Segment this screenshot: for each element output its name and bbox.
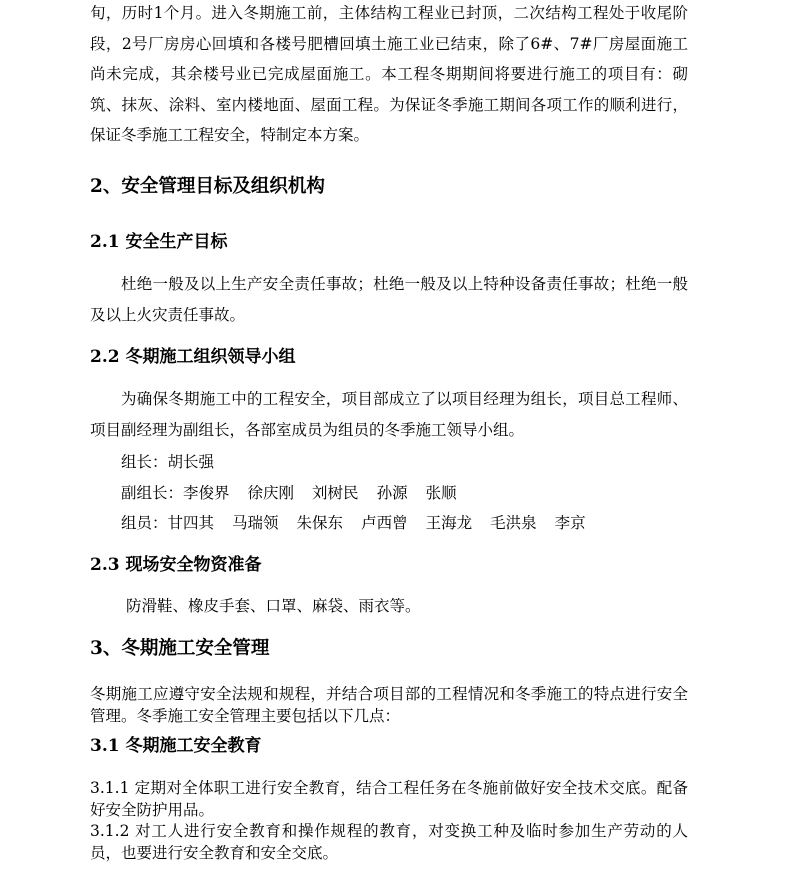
section-2-1-body: 杜绝一般及以上生产安全责任事故；杜绝一般及以上特种设备责任事故；杜绝一般及以上火灾责任事故。 [90, 275, 688, 324]
section-3-1-2-item: 3.1.2 对工人进行安全教育和操作规程的教育，对变换工种及临时参加生产劳动的人员，也要进行安全教育和安全交底。 [90, 822, 688, 862]
members-line [121, 511, 586, 535]
section-2-2-heading: 2.2 冬期施工组织领导小组 [90, 347, 296, 367]
section-2-heading: 2、安全管理目标及组织机构 [90, 176, 325, 197]
member-name: 朱保东 [296, 514, 344, 532]
deputy-name: 孙源 [376, 484, 408, 502]
section-3-heading: 3、冬期施工安全管理 [90, 638, 270, 659]
member-name: 马瑞领 [232, 514, 279, 532]
section-3-1-1-item: 3.1.1 定期对全体职工进行安全教育，结合工程任务在冬施前做好安全技术交底。配备好安全防护用品。 [90, 779, 688, 819]
section-2-3-heading: 2.3 现场安全物资准备 [90, 555, 262, 575]
deputy-name: 张顺 [425, 484, 457, 502]
member-label: 组员： [121, 514, 168, 532]
member-name: 王海龙 [425, 514, 473, 532]
section-2-2-body: 为确保冬期施工中的工程安全，项目部成立了以项目经理为组长，项目总工程师、项目副经理为副组长，各部室成员为组员的冬季施工领导小组。 [90, 390, 688, 439]
section-2-3-body: 防滑鞋、橡皮手套、口罩、麻袋、雨衣等。 [126, 597, 421, 615]
member-name: 甘四其 [167, 514, 215, 532]
section-2-1-heading: 2.1 安全生产目标 [90, 232, 228, 252]
section-3-body: 冬期施工应遵守安全法规和规程，并结合项目部的工程情况和冬季施工的特点进行安全管理。冬季施工安全管理主要包括以下几点： [90, 685, 688, 725]
deputy-label: 副组长： [121, 484, 184, 502]
deputy-name: 刘树民 [312, 484, 359, 502]
member-name: 卢西曾 [361, 514, 408, 532]
deputy-leaders-line [121, 481, 457, 505]
intro-paragraph: 旬，历时1个月。进入冬期施工前，主体结构工程业已封顶，二次结构工程处于收尾阶段，2号厂房房心回填和各楼号肥槽回填土施工业已结束，除了6#、7#厂房屋面施工尚未完成，其余楼号业已完成屋面施工。本工程冬期期间将要进行施工的项目有：砌筑、抹灰、涂料、室内楼地面、屋面工程。为保证冬季施工期间各项工作的顺利进行，保证冬季施工工程安全，特制定本方案。 [90, 4, 688, 144]
team-leader-line: 组长：胡长强 [121, 453, 215, 471]
deputy-name: 徐庆刚 [247, 484, 295, 502]
section-3-1-heading: 3.1 冬期施工安全教育 [90, 736, 262, 756]
member-name: 李京 [554, 514, 586, 532]
member-name: 毛洪泉 [490, 514, 537, 532]
deputy-name: 李俊界 [183, 484, 230, 502]
